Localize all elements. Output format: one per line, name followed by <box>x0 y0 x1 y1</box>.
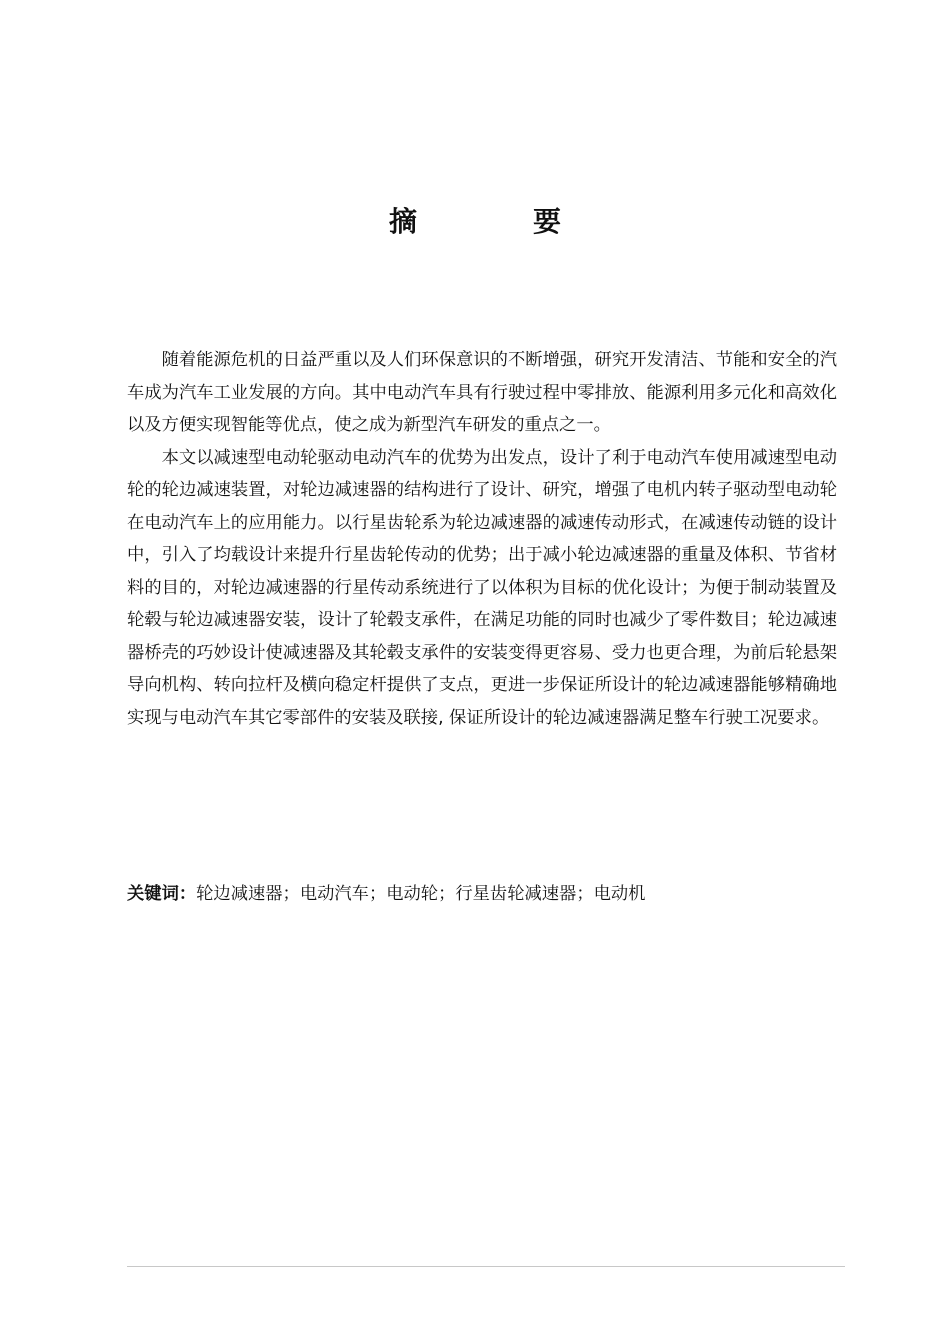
keywords-label: 关键词： <box>127 884 197 904</box>
footer-divider <box>127 1266 845 1267</box>
keywords-value: 轮边减速器；电动汽车；电动轮；行星齿轮减速器；电动机 <box>196 884 646 904</box>
abstract-paragraph: 本文以减速型电动轮驱动电动汽车的优势为出发点，设计了利于电动汽车使用减速型电动轮的轮边减速装置，对轮边减速器的结构进行了设计、研究，增强了电机内转子驱动型电动轮在电动汽车上的应用能力。以行星齿轮系为轮边减速器的减速传动形式，在减速传动链的设计中，引入了均载设计来提升行星齿轮传动的优势；出于减小轮边减速器的重量及体积、节省材料的目的，对轮边减速器的行星传动系统进行了以体积为目标的优化设计；为便于制动装置及轮毂与轮边减速器安装，设计了轮毂支承件，在满足功能的同时也减少了零件数目；轮边减速器桥壳的巧妙设计使减速器及其轮毂支承件的安装变得更容易、受力也更合理，为前后轮悬架导向机构、转向拉杆及横向稳定杆提供了支点，更进一步保证所设计的轮边减速器能够精确地实现与电动汽车其它零部件的安装及联接, 保证所设计的轮边减速器满足整车行驶工况要求。 <box>127 447 837 728</box>
abstract-body <box>127 344 837 734</box>
abstract-title: 摘 要 <box>388 205 605 238</box>
keywords-line <box>127 878 837 910</box>
abstract-paragraph: 随着能源危机的日益严重以及人们环保意识的不断增强，研究开发清洁、节能和安全的汽车成为汽车工业发展的方向。其中电动汽车具有行驶过程中零排放、能源利用多元化和高效化以及方便实现智能等优点，使之成为新型汽车研发的重点之一。 <box>127 350 837 435</box>
